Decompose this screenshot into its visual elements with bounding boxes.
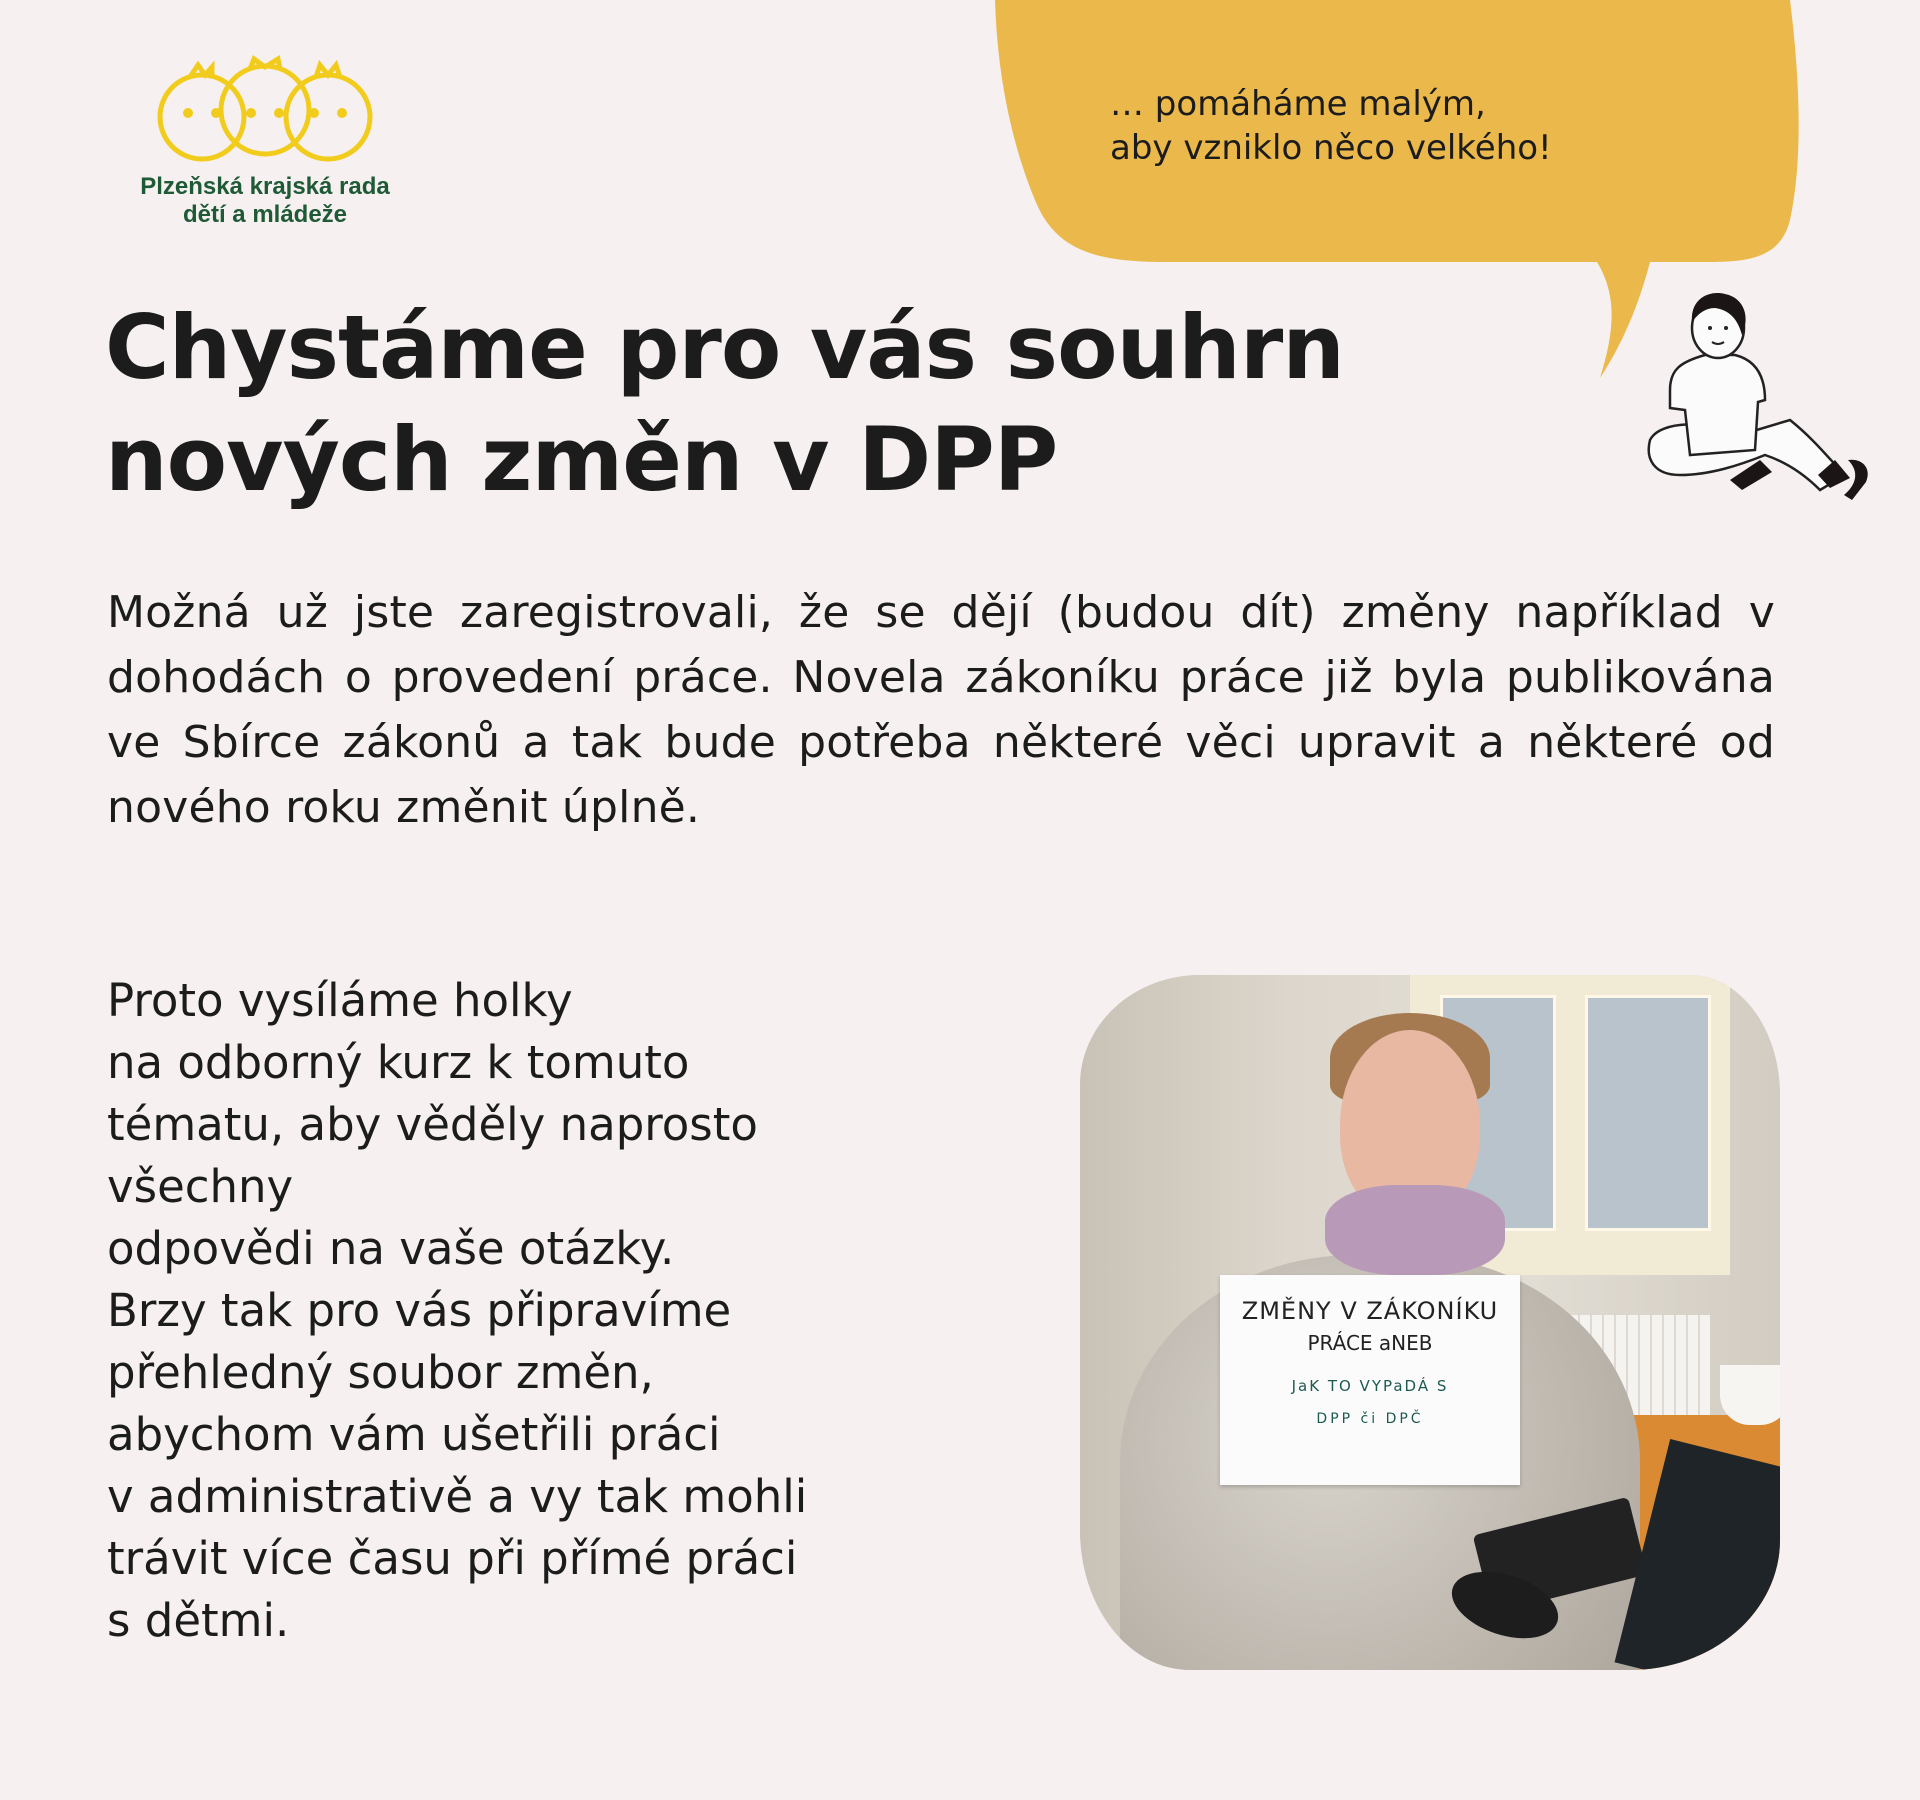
body-line: Proto vysíláme holky (107, 974, 573, 1027)
body-line: v administrativě a vy tak mohli (107, 1470, 808, 1523)
page-title-line2: nových změn v DPP (105, 408, 1058, 511)
body-line: přehledný soubor změn, (107, 1346, 654, 1399)
body-line: Brzy tak pro vás připravíme (107, 1284, 732, 1337)
slogan (1110, 82, 1710, 170)
body-line: odpovědi na vaše otázky. (107, 1222, 675, 1275)
organization-logo (100, 55, 430, 235)
page-title (105, 292, 1605, 516)
organization-name-line1: Plzeňská krajská rada (140, 173, 390, 200)
body-line: všechny (107, 1160, 294, 1213)
body-paragraph (107, 970, 1007, 1652)
slogan-line1: … pomáháme malým, (1110, 84, 1486, 124)
body-line: tématu, aby věděly naprosto (107, 1098, 758, 1151)
three-faces-logo-icon (150, 55, 380, 170)
body-line: na odborný kurz k tomuto (107, 1036, 690, 1089)
staff-photo (1080, 975, 1780, 1670)
body-line: trávit více času při přímé práci (107, 1532, 798, 1585)
organization-name (100, 173, 430, 229)
photo-person-scarf (1325, 1185, 1505, 1275)
sign-line1: ZMĚNY V ZÁKONÍKU (1241, 1297, 1499, 1325)
organization-name-line2: dětí a mládeže (182, 201, 348, 228)
sitting-boy-illustration-icon (1630, 290, 1880, 520)
sign-line3: JaK TO VYPaDÁ S (1291, 1377, 1449, 1395)
handwritten-sign (1220, 1275, 1520, 1485)
body-line: s dětmi. (107, 1594, 290, 1647)
body-line: abychom vám ušetřili práci (107, 1408, 721, 1461)
page-title-line1: Chystáme pro vás souhrn (105, 296, 1344, 399)
photo-cup (1720, 1365, 1780, 1425)
sign-line2: PRÁCE aNEB (1307, 1331, 1433, 1355)
slogan-line2: aby vzniklo něco velkého! (1110, 128, 1552, 168)
sign-line4: DPP či DPČ (1316, 1411, 1424, 1427)
intro-paragraph: Možná už jste zaregistrovali, že se dějí (budou dít) změny například v dohodách o provedení práce. Novela zákoníku práce již byla publikována ve Sbírce zákonů a tak bude potřeba některé věci upravit a některé od nového roku změnit úplně. (107, 587, 1775, 833)
